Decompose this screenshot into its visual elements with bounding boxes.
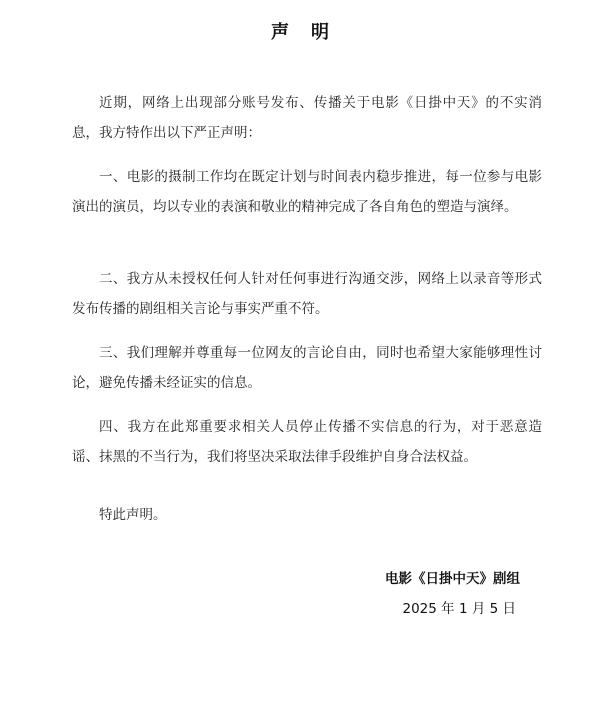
closing-text: 特此声明。 (99, 507, 167, 523)
point-paragraph-1 (72, 162, 542, 222)
point-text-2: 二、我方从未授权任何人针对任何事进行沟通交涉，网络上以录音等形式发布传播的剧组相关言论与事实严重不符。 (72, 271, 542, 317)
signature-organization: 电影《日掛中天》剧组 (385, 571, 520, 587)
signature-block (385, 564, 520, 624)
intro-text: 近期，网络上出现部分账号发布、传播关于电影《日掛中天》的不实消息，我方特作出以下严正声明： (72, 95, 542, 141)
point-text-1: 一、电影的摄制工作均在既定计划与时间表内稳步推进，每一位参与电影演出的演员，均以专业的表演和敬业的精神完成了各自角色的塑造与演绎。 (72, 169, 542, 215)
point-paragraph-4 (72, 412, 542, 472)
point-text-4: 四、我方在此郑重要求相关人员停止传播不实信息的行为，对于恶意造谣、抹黑的不当行为，我们将坚决采取法律手段维护自身合法权益。 (72, 419, 542, 465)
intro-paragraph (72, 88, 542, 148)
point-text-3: 三、我们理解并尊重每一位网友的言论自由，同时也希望大家能够理性讨论，避免传播未经证实的信息。 (72, 345, 542, 391)
closing-paragraph (72, 500, 542, 530)
point-paragraph-2 (72, 264, 542, 324)
signature-date: 2025 年 1 月 5 日 (402, 601, 516, 617)
document-title: 声明 (271, 22, 351, 43)
point-paragraph-3 (72, 338, 542, 398)
